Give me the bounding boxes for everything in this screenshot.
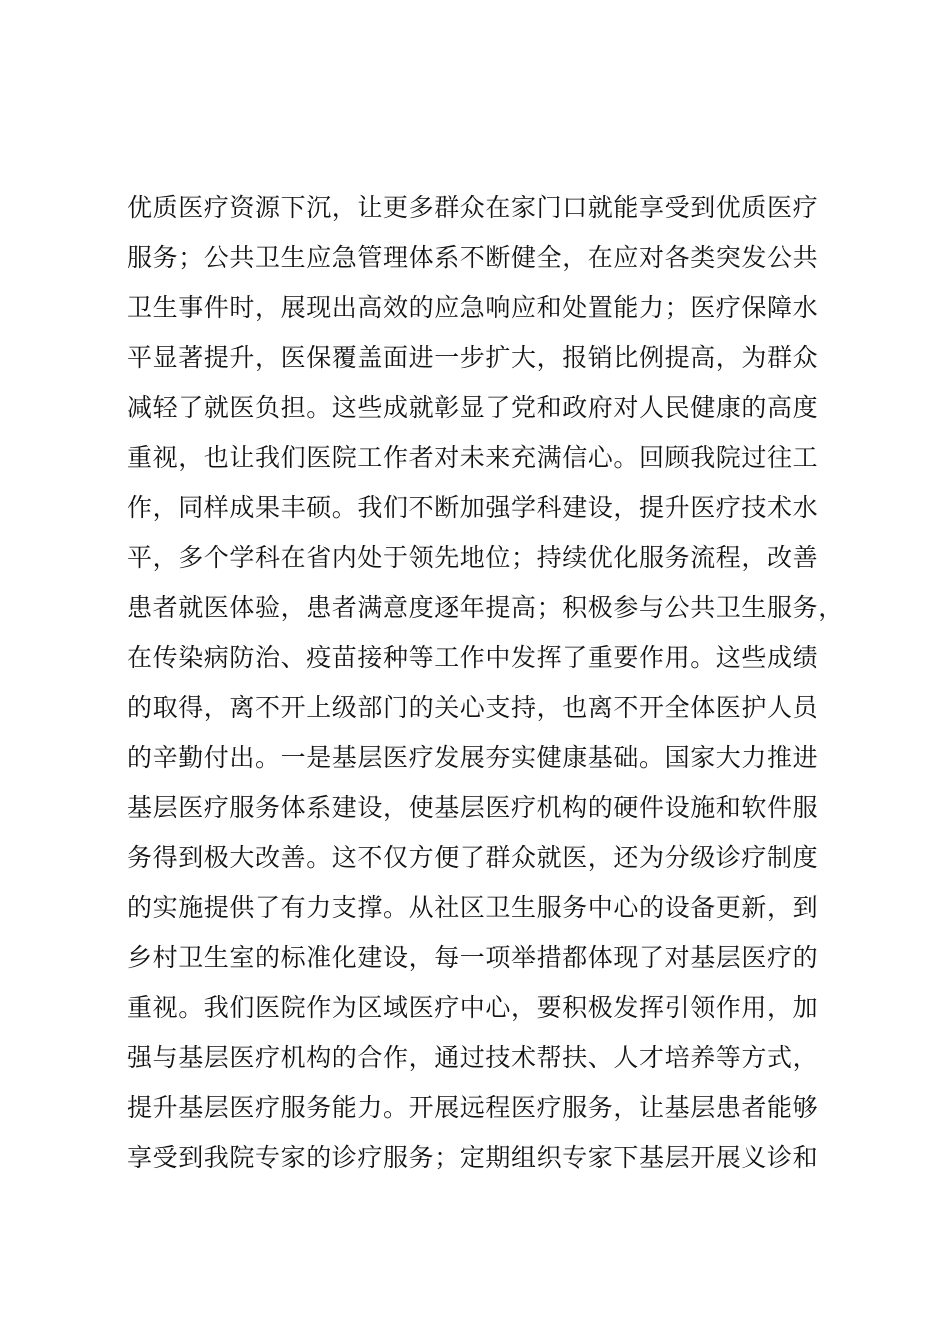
- text-line: 享受到我院专家的诊疗服务；定期组织专家下基层开展义诊和: [127, 1143, 819, 1172]
- text-line: 提升基层医疗服务能力。开展远程医疗服务，让基层患者能够: [127, 1093, 819, 1122]
- text-line: 平，多个学科在省内处于领先地位；持续优化服务流程，改善: [127, 543, 819, 572]
- text-line: 减轻了就医负担。这些成就彰显了党和政府对人民健康的高度: [127, 393, 819, 422]
- text-line: 重视。我们医院作为区域医疗中心，要积极发挥引领作用，加: [127, 993, 819, 1022]
- text-line: 重视，也让我们医院工作者对未来充满信心。回顾我院过往工: [127, 443, 819, 472]
- text-line: 强与基层医疗机构的合作，通过技术帮扶、人才培养等方式，: [127, 1043, 819, 1072]
- text-line: 基层医疗服务体系建设，使基层医疗机构的硬件设施和软件服: [127, 793, 819, 822]
- text-line: 的实施提供了有力支撑。从社区卫生服务中心的设备更新，到: [127, 893, 819, 922]
- text-line: 务得到极大改善。这不仅方便了群众就医，还为分级诊疗制度: [127, 843, 819, 872]
- text-line: 优质医疗资源下沉，让更多群众在家门口就能享受到优质医疗: [127, 193, 819, 222]
- text-line: 服务；公共卫生应急管理体系不断健全，在应对各类突发公共: [127, 243, 819, 272]
- text-line: 乡村卫生室的标准化建设，每一项举措都体现了对基层医疗的: [127, 943, 819, 972]
- text-line: 的辛勤付出。一是基层医疗发展夯实健康基础。国家大力推进: [127, 743, 819, 772]
- text-line: 在传染病防治、疫苗接种等工作中发挥了重要作用。这些成绩: [127, 643, 819, 672]
- text-line: 卫生事件时，展现出高效的应急响应和处置能力；医疗保障水: [127, 293, 819, 322]
- body-text: [127, 183, 844, 1183]
- text-line: 作，同样成果丰硕。我们不断加强学科建设，提升医疗技术水: [127, 493, 819, 522]
- text-line: 患者就医体验，患者满意度逐年提高；积极参与公共卫生服务，: [127, 593, 844, 622]
- text-line: 的取得，离不开上级部门的关心支持，也离不开全体医护人员: [127, 693, 819, 722]
- text-line: 平显著提升，医保覆盖面进一步扩大，报销比例提高，为群众: [127, 343, 819, 372]
